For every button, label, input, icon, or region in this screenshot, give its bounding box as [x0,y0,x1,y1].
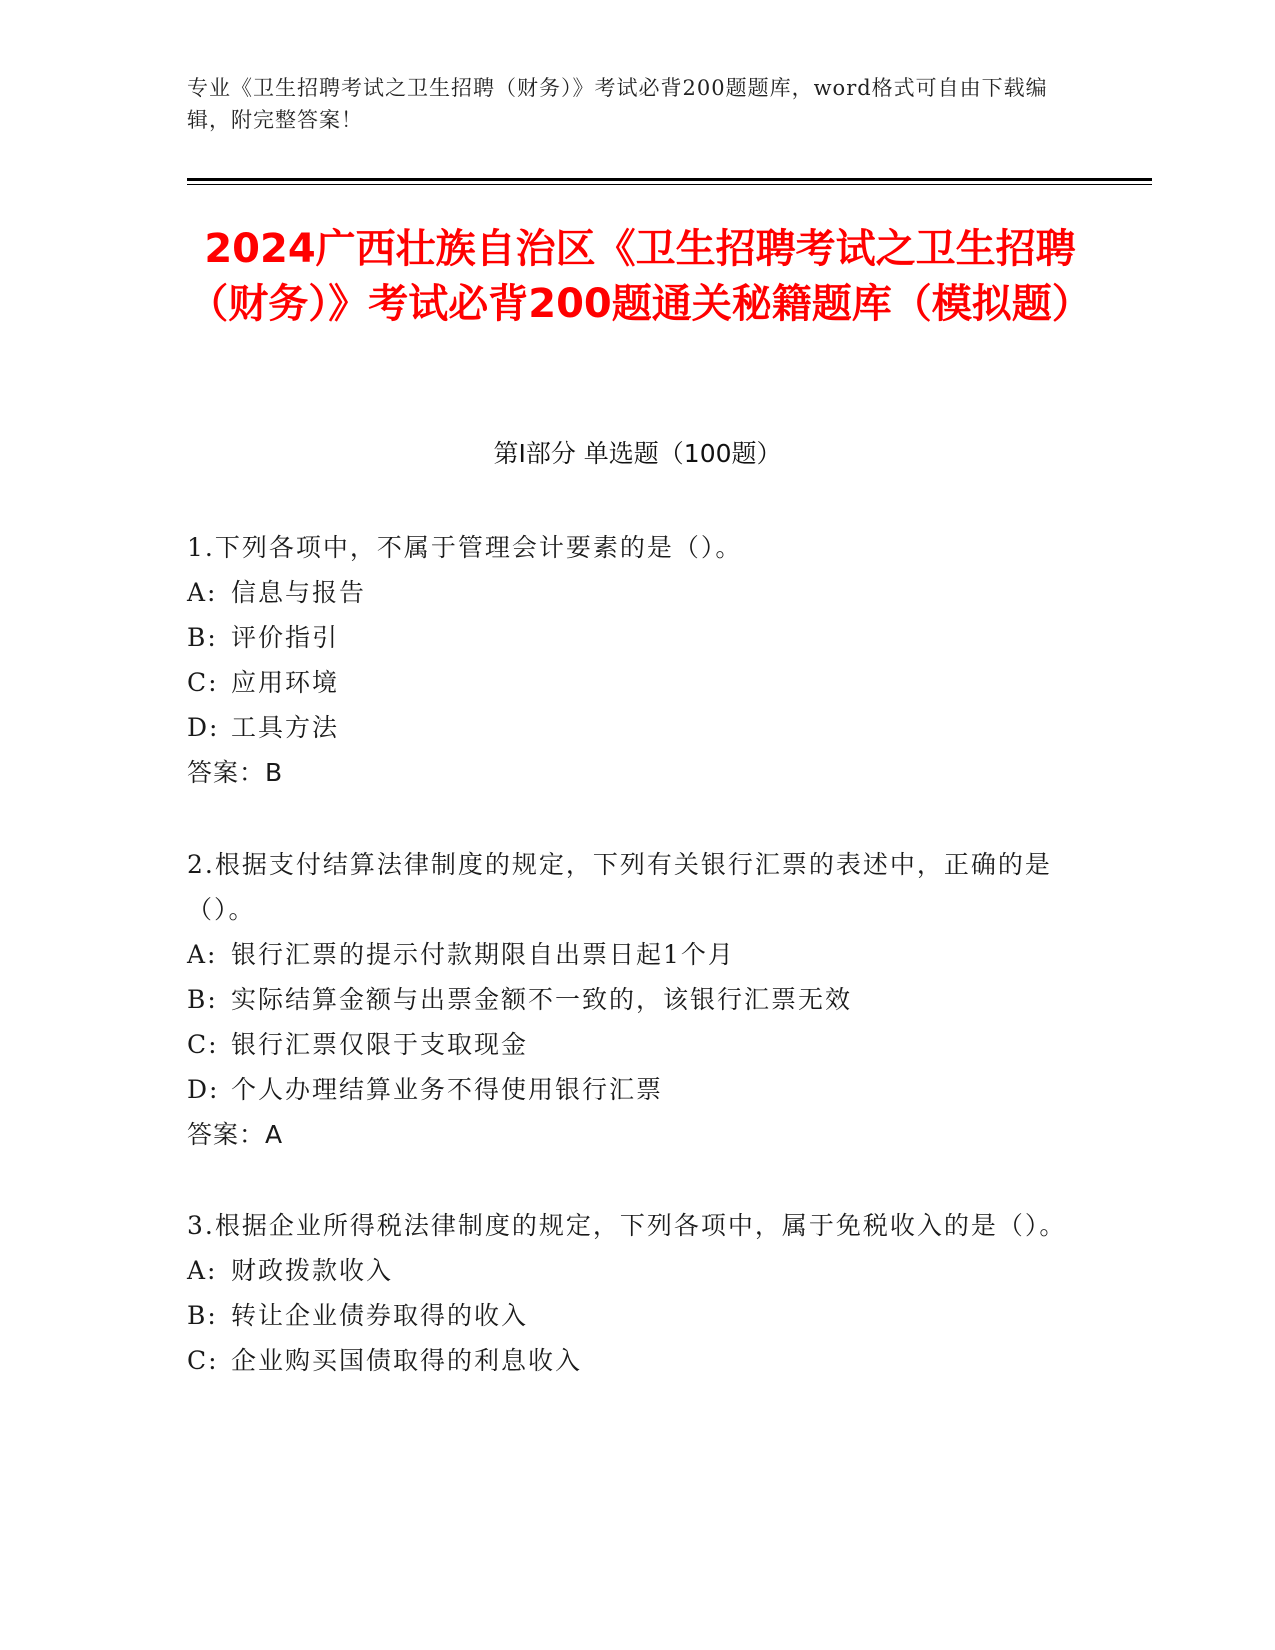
option-text: 实际结算金额与出票金额不一致的，该银行汇票无效 [231,985,853,1014]
option-c [187,1022,1067,1067]
option-b [187,615,1067,660]
option-a [187,570,1067,615]
option-text: 工具方法 [231,713,340,742]
option-text: 财政拨款收入 [231,1256,394,1285]
option-text: 个人办理结算业务不得使用银行汇票 [231,1075,664,1104]
option-text: 应用环境 [231,668,340,697]
option-letter: C: [187,1030,219,1059]
option-c [187,1338,1067,1383]
option-a [187,932,1067,977]
option-letter: D: [187,1075,220,1104]
option-text: 转让企业债券取得的收入 [231,1301,529,1330]
option-text: 评价指引 [231,623,340,652]
option-letter: A: [187,578,218,607]
document-title: 2024广西壮族自治区《卫生招聘考试之卫生招聘（财务）》考试必背200题通关秘籍题库（模拟题） [188,226,1092,327]
option-letter: B: [187,1301,218,1330]
option-b [187,977,1067,1022]
option-d [187,1067,1067,1112]
answer-label: 答案：A [187,1120,284,1149]
option-a [187,1248,1067,1293]
option-letter: C: [187,1346,219,1375]
option-letter: C: [187,668,219,697]
option-letter: B: [187,623,218,652]
section-title: 第Ⅰ部分 单选题（100题） [493,439,782,468]
option-text: 信息与报告 [231,578,367,607]
answer-label: 答案：B [187,758,284,787]
option-text: 银行汇票仅限于支取现金 [231,1030,529,1059]
header-rule-thin [187,184,1152,185]
option-letter: B: [187,985,218,1014]
header-rule-thick [187,178,1152,181]
option-b [187,1293,1067,1338]
question-stem: 3.根据企业所得税法律制度的规定，下列各项中，属于免税收入的是（）。 [187,1211,1067,1240]
option-text: 银行汇票的提示付款期限自出票日起1个月 [231,940,735,969]
option-letter: D: [187,713,220,742]
option-letter: A: [187,1256,218,1285]
question-stem: 1.下列各项中，不属于管理会计要素的是（）。 [187,533,743,562]
option-c [187,660,1067,705]
option-letter: A: [187,940,218,969]
question-3 [187,1203,1067,1383]
option-d [187,705,1067,750]
question-stem: 2.根据支付结算法律制度的规定，下列有关银行汇票的表述中，正确的是（）。 [187,850,1052,924]
header-note: 专业《卫生招聘考试之卫生招聘（财务）》考试必背200题题库，word格式可自由下载编辑，附完整答案！ [187,76,1048,132]
question-1 [187,525,1067,795]
question-2 [187,842,1067,1157]
option-text: 企业购买国债取得的利息收入 [231,1346,583,1375]
